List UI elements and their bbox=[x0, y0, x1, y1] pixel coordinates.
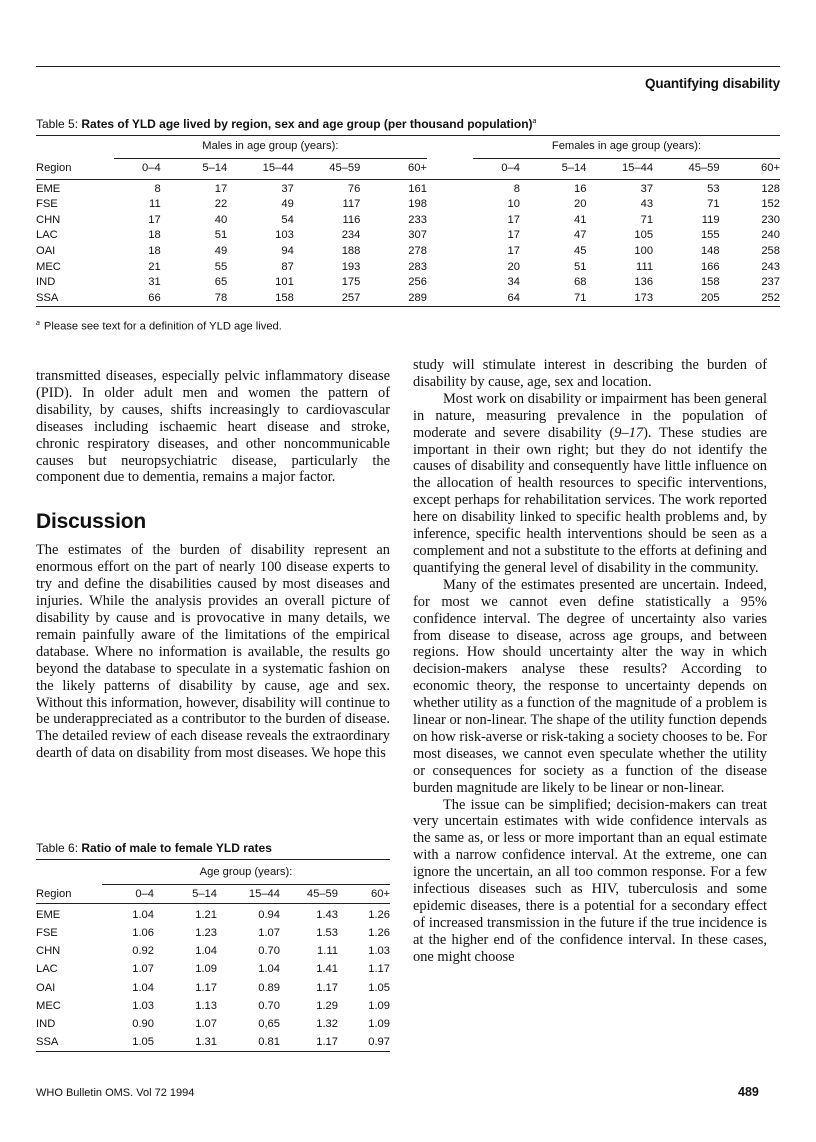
paragraph: study will stimulate interest in describing the burden of disability by cause, age, sex and location. bbox=[413, 357, 767, 390]
table-5-footnote: $^a$ Please see text for a definition of YLD age lived. bbox=[36, 320, 282, 333]
column-header: 60+ bbox=[338, 885, 390, 904]
region-column-header: Region bbox=[36, 885, 102, 904]
female-rate-cell: 17 bbox=[507, 229, 520, 242]
ratio-cell: 1.31 bbox=[154, 1033, 217, 1052]
male-rate-cell: 256 bbox=[408, 276, 427, 289]
column-header: 45–59 bbox=[280, 885, 338, 904]
journal-footer: WHO Bulletin OMS. Vol 72 1994 bbox=[36, 1087, 195, 1099]
female-rate-cell: 51 bbox=[574, 260, 587, 273]
female-rate-cell: 166 bbox=[700, 260, 720, 273]
paragraph: Most work on disability or impairment has been general in nature, measuring prevalence in the population of moderate and severe disability (9–17). These studies are important in their own right; but they do not identify the causes of disability and consequently have little influence on the allocation of health resources to specific interventions, except perhaps for rehabilitation services. The work reported here on disability linked to specific health problems and, by inference, specific health interventions should be seen as a complement and not a substitute to the efforts at defining and quantifying the general level of disability in the community. bbox=[413, 390, 768, 576]
female-rate-cell: 111 bbox=[636, 260, 654, 273]
region-cell: LAC bbox=[36, 963, 58, 976]
region-cell: EME bbox=[36, 909, 61, 922]
ratio-cell: 0.70 bbox=[258, 999, 280, 1012]
ratio-cell: 1.32 bbox=[316, 1017, 338, 1030]
table-6-label: Table 6: bbox=[36, 841, 82, 855]
table-5-caption bbox=[36, 117, 780, 131]
column-header: 5–14 bbox=[154, 885, 217, 904]
female-rate-cell: 243 bbox=[761, 260, 780, 273]
table-row bbox=[36, 179, 780, 197]
male-rate-cell: 193 bbox=[341, 260, 361, 273]
male-rate-cell: 117 bbox=[342, 198, 361, 211]
males-group-header: Males in age group (years): bbox=[106, 136, 427, 159]
paragraph: The estimates of the burden of disability represent an enormous effort on the part of nearly 100 disease experts to try and define the disabilities caused by most diseases and injuries. While the analysis provides an overall picture of disability by cause and is provocative in many details, we remain painfully aware of the limitations of the empirical database. Where no information is available, the results go beyond the database to speculate in a systematic fashion on the likely patterns of disability by cause, age and sex. Without this information, however, disability will continue to be underappreciated as a contributor to the burden of disease. The detailed review of each disease reveals the extraordinary dearth of data on disability from most diseases. We hope this bbox=[36, 542, 390, 762]
table-5 bbox=[36, 117, 780, 307]
table-row bbox=[36, 960, 390, 978]
female-rate-cell: 237 bbox=[761, 276, 780, 289]
table-5-label: Table 5: bbox=[36, 117, 82, 131]
table-6-title: Ratio of male to female YLD rates bbox=[81, 841, 272, 855]
female-rate-cell: 119 bbox=[701, 213, 720, 226]
column-header: 60+ bbox=[360, 159, 427, 180]
region-cell: SSA bbox=[36, 291, 106, 307]
female-rate-cell: 155 bbox=[700, 229, 720, 242]
male-rate-cell: 76 bbox=[347, 182, 361, 195]
ratio-cell: 0.89 bbox=[258, 981, 280, 994]
male-rate-cell: 103 bbox=[275, 229, 294, 242]
section-heading-discussion: Discussion bbox=[36, 510, 147, 534]
male-rate-cell: 158 bbox=[227, 291, 294, 307]
female-rate-cell: 8 bbox=[513, 182, 520, 195]
ratio-cell: 0.81 bbox=[217, 1033, 280, 1052]
male-rate-cell: 54 bbox=[281, 213, 294, 226]
ratio-cell: 1.07 bbox=[258, 927, 280, 940]
paragraph: Many of the estimates presented are uncertain. Indeed, for most we cannot even define statistically a 95% confidence interval. The degree of uncertainty also varies from disease to disease, across age groups, and between regions. How should uncertainty alter the way in which decision-makers analyse these results? According to economic theory, the response to uncertainty depends on whether utility as a function of the magnitude of a problem is linear or non-linear. The shape of the utility function depends on how risk-averse or risk-taking a society chooses to be. For most diseases, we cannot even speculate whether the utility or consequences for society as a function of the disease burden magnitude are likely to be linear or non-linear. bbox=[413, 576, 767, 796]
male-rate-cell: 94 bbox=[281, 244, 294, 257]
ratio-cell: 1.26 bbox=[368, 927, 390, 940]
male-rate-cell: 307 bbox=[408, 229, 427, 242]
table-row bbox=[36, 1015, 390, 1033]
female-rate-cell: 20 bbox=[574, 198, 587, 211]
female-rate-cell: 20 bbox=[507, 260, 520, 273]
table-5-title-marker: a bbox=[532, 118, 537, 125]
region-cell: CHN bbox=[36, 945, 61, 958]
region-column-header: Region bbox=[36, 159, 106, 180]
male-rate-cell: 278 bbox=[408, 244, 427, 257]
ratio-cell: 1.04 bbox=[258, 963, 280, 976]
ratio-cell: 1.03 bbox=[368, 945, 390, 958]
female-rate-cell: 68 bbox=[574, 276, 587, 289]
table-row bbox=[36, 904, 390, 925]
female-rate-cell: 152 bbox=[761, 198, 780, 211]
column-header: 5–14 bbox=[161, 159, 228, 180]
male-rate-cell: 21 bbox=[148, 260, 161, 273]
ratio-cell: 1.21 bbox=[195, 909, 217, 922]
ratio-cell: 1.17 bbox=[280, 1033, 338, 1052]
region-cell: MEC bbox=[36, 999, 61, 1012]
female-rate-cell: 17 bbox=[507, 213, 520, 226]
male-rate-cell: 49 bbox=[281, 198, 294, 211]
female-rate-cell: 173 bbox=[587, 291, 654, 307]
male-rate-cell: 66 bbox=[106, 291, 161, 307]
column-header: 45–59 bbox=[653, 159, 720, 180]
female-rate-cell: 71 bbox=[707, 198, 720, 211]
female-rate-cell: 258 bbox=[761, 244, 780, 257]
ratio-cell: 1.53 bbox=[316, 927, 338, 940]
ratio-cell: 0.70 bbox=[258, 945, 280, 958]
ratio-cell: 1.05 bbox=[368, 981, 390, 994]
region-cell: FSE bbox=[36, 927, 58, 940]
table-row bbox=[36, 979, 390, 997]
ratio-cell: 1.09 bbox=[195, 963, 217, 976]
column-header: 0–4 bbox=[102, 885, 154, 904]
page-number: 489 bbox=[738, 1085, 759, 1099]
male-rate-cell: 37 bbox=[281, 182, 294, 195]
male-rate-cell: 175 bbox=[341, 276, 361, 289]
column-header: 0–4 bbox=[465, 159, 520, 180]
male-rate-cell: 78 bbox=[161, 291, 228, 307]
top-rule bbox=[36, 66, 780, 67]
female-rate-cell: 37 bbox=[640, 182, 654, 195]
female-rate-cell: 240 bbox=[761, 229, 780, 242]
age-group-header: Age group (years): bbox=[102, 860, 390, 886]
female-rate-cell: 10 bbox=[507, 198, 520, 211]
male-rate-cell: 18 bbox=[148, 244, 161, 257]
column-header: 15–44 bbox=[217, 885, 280, 904]
ratio-cell: 1.07 bbox=[195, 1017, 217, 1030]
male-rate-cell: 49 bbox=[214, 244, 228, 257]
ratio-cell: 1.17 bbox=[195, 981, 217, 994]
ratio-cell: 1.07 bbox=[132, 963, 154, 976]
female-rate-cell: 100 bbox=[634, 244, 654, 257]
ratio-cell: 1.09 bbox=[368, 999, 390, 1012]
paragraph: The issue can be simplified; decision-makers can treat very uncertain estimates with wide confidence intervals as the same as, or less or more important than an equal estimate with a narrow confidence interval. At the extreme, one can ignore the uncertain, an all too common response. For a few infectious diseases such as HIV, tuberculosis and some epidemic diseases, there is a potential for a secondary effect of increased transmission in the future if the true incidence is at the higher end of the confidence interval. In these cases, one might choose bbox=[413, 796, 767, 965]
ratio-cell: 1.06 bbox=[132, 927, 154, 940]
ratio-cell: 0.94 bbox=[258, 909, 280, 922]
table-row bbox=[36, 228, 780, 244]
male-rate-cell: 11 bbox=[149, 198, 161, 211]
male-rate-cell: 31 bbox=[148, 276, 161, 289]
female-rate-cell: 64 bbox=[465, 291, 520, 307]
column-header: 15–44 bbox=[227, 159, 294, 180]
male-rate-cell: 233 bbox=[408, 213, 427, 226]
column-header: 45–59 bbox=[294, 159, 361, 180]
table-row bbox=[36, 275, 780, 291]
table-6-caption bbox=[36, 841, 390, 855]
region-cell: EME bbox=[36, 182, 61, 195]
female-rate-cell: 230 bbox=[761, 213, 780, 226]
ratio-cell: 1.11 bbox=[317, 945, 338, 958]
ratio-cell: 1.17 bbox=[316, 981, 338, 994]
ratio-cell: 1.04 bbox=[132, 909, 154, 922]
table-row bbox=[36, 197, 780, 213]
female-rate-cell: 41 bbox=[574, 213, 587, 226]
male-rate-cell: 101 bbox=[275, 276, 294, 289]
female-rate-cell: 71 bbox=[640, 213, 654, 226]
female-rate-cell: 17 bbox=[507, 244, 520, 257]
female-rate-cell: 205 bbox=[653, 291, 720, 307]
female-rate-cell: 45 bbox=[574, 244, 587, 257]
female-rate-cell: 105 bbox=[634, 229, 654, 242]
male-rate-cell: 234 bbox=[341, 229, 361, 242]
ratio-cell: 1.04 bbox=[132, 981, 154, 994]
male-rate-cell: 161 bbox=[408, 182, 427, 195]
male-rate-cell: 55 bbox=[214, 260, 228, 273]
region-cell: MEC bbox=[36, 260, 61, 273]
ratio-cell: 1.26 bbox=[368, 909, 390, 922]
region-cell: OAI bbox=[36, 244, 56, 257]
table-5-grid bbox=[36, 135, 780, 307]
ratio-cell: 0.97 bbox=[338, 1033, 390, 1052]
ratio-cell: 0.92 bbox=[132, 945, 154, 958]
ratio-cell: 1.09 bbox=[368, 1017, 390, 1030]
females-group-header: Females in age group (years): bbox=[465, 136, 780, 159]
male-rate-cell: 17 bbox=[148, 213, 161, 226]
table-row bbox=[36, 291, 780, 307]
region-cell: IND bbox=[36, 1017, 56, 1030]
male-rate-cell: 65 bbox=[214, 276, 228, 289]
female-rate-cell: 53 bbox=[707, 182, 720, 195]
paragraph: transmitted diseases, especially pelvic inflammatory disease (PID). In older adult men and women the pattern of disability, by causes, shifts increasingly to cardiovascular diseases including ischaemic heart disease and stroke, chronic respiratory diseases, and other noncommunicable causes but neuropsychiatric disease, particularly the component due to dementia, remains a major factor. bbox=[36, 368, 390, 486]
region-cell: SSA bbox=[36, 1033, 102, 1052]
table-row bbox=[36, 244, 780, 260]
ratio-cell: 1.41 bbox=[316, 963, 338, 976]
male-rate-cell: 289 bbox=[360, 291, 427, 307]
column-header: 5–14 bbox=[520, 159, 587, 180]
table-row bbox=[36, 997, 390, 1015]
table-row bbox=[36, 924, 390, 942]
male-rate-cell: 22 bbox=[214, 198, 228, 211]
female-rate-cell: 148 bbox=[700, 244, 720, 257]
table-6-grid bbox=[36, 859, 390, 1052]
male-rate-cell: 87 bbox=[281, 260, 294, 273]
region-cell: FSE bbox=[36, 198, 58, 211]
female-rate-cell: 71 bbox=[520, 291, 587, 307]
male-rate-cell: 51 bbox=[214, 229, 228, 242]
female-rate-cell: 252 bbox=[720, 291, 780, 307]
female-rate-cell: 43 bbox=[640, 198, 654, 211]
table-row bbox=[36, 260, 780, 276]
female-rate-cell: 158 bbox=[700, 276, 720, 289]
table-row bbox=[36, 213, 780, 229]
male-rate-cell: 283 bbox=[408, 260, 427, 273]
table-row bbox=[36, 1033, 390, 1052]
table-5-title: Rates of YLD age lived by region, sex and age group (per thousand population) bbox=[81, 117, 533, 131]
male-rate-cell: 8 bbox=[154, 182, 161, 195]
male-rate-cell: 17 bbox=[214, 182, 228, 195]
ratio-cell: 0.90 bbox=[132, 1017, 154, 1030]
ratio-cell: 1.29 bbox=[316, 999, 338, 1012]
ratio-cell: 1.03 bbox=[132, 999, 154, 1012]
table-row bbox=[36, 942, 390, 960]
male-rate-cell: 116 bbox=[342, 213, 361, 226]
running-head: Quantifying disability bbox=[644, 76, 780, 91]
left-column bbox=[36, 368, 390, 762]
female-rate-cell: 136 bbox=[634, 276, 654, 289]
right-column bbox=[413, 357, 767, 966]
ratio-cell: 1.43 bbox=[316, 909, 338, 922]
region-cell: CHN bbox=[36, 213, 61, 226]
table-6 bbox=[36, 841, 390, 1052]
citation-reference: 9–17 bbox=[614, 424, 644, 441]
male-rate-cell: 257 bbox=[294, 291, 361, 307]
female-rate-cell: 16 bbox=[574, 182, 587, 195]
column-header: 60+ bbox=[720, 159, 780, 180]
ratio-cell: 0,65 bbox=[258, 1017, 280, 1030]
ratio-cell: 1.05 bbox=[102, 1033, 154, 1052]
male-rate-cell: 40 bbox=[214, 213, 228, 226]
male-rate-cell: 198 bbox=[408, 198, 427, 211]
region-cell: IND bbox=[36, 276, 56, 289]
male-rate-cell: 18 bbox=[148, 229, 161, 242]
region-cell: LAC bbox=[36, 229, 58, 242]
region-cell: OAI bbox=[36, 981, 56, 994]
female-rate-cell: 128 bbox=[761, 182, 780, 195]
ratio-cell: 1.13 bbox=[195, 999, 217, 1012]
female-rate-cell: 47 bbox=[574, 229, 587, 242]
ratio-cell: 1.17 bbox=[368, 963, 390, 976]
column-header: 0–4 bbox=[106, 159, 161, 180]
ratio-cell: 1.04 bbox=[195, 945, 217, 958]
male-rate-cell: 188 bbox=[341, 244, 361, 257]
female-rate-cell: 34 bbox=[507, 276, 520, 289]
column-header: 15–44 bbox=[587, 159, 654, 180]
ratio-cell: 1.23 bbox=[195, 927, 217, 940]
